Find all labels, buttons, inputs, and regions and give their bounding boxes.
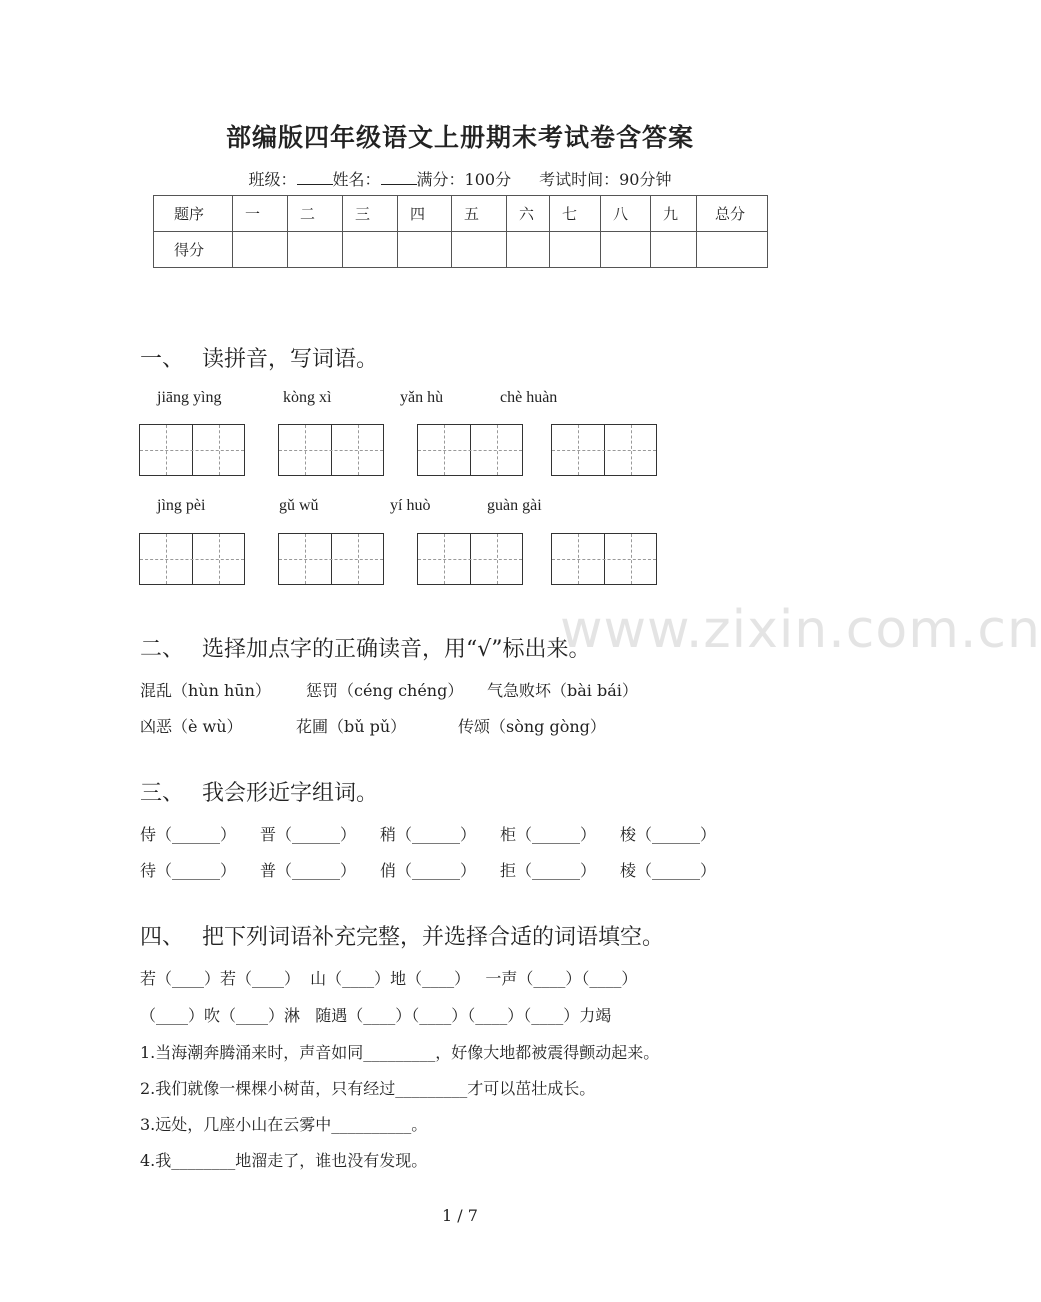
reading-choice[interactable]: 气急败坏（bài bái） bbox=[487, 681, 638, 700]
pinyin-label: kòng xì bbox=[283, 389, 332, 406]
fill-sentence[interactable]: 2.我们就像一棵棵小树苗，只有经过_________才可以茁壮成长。 bbox=[140, 1079, 596, 1098]
score-cell[interactable] bbox=[507, 232, 550, 268]
exam-info-line bbox=[0, 167, 920, 190]
reading-choice[interactable]: 花圃（bǔ pǔ） bbox=[296, 717, 407, 736]
score-cell[interactable] bbox=[601, 232, 651, 268]
score-cell[interactable] bbox=[452, 232, 507, 268]
reading-choice[interactable]: 混乱（hùn hūn） bbox=[140, 681, 271, 700]
name-blank bbox=[381, 170, 417, 185]
section-2-heading bbox=[140, 632, 591, 663]
pinyin-label: yǎn hù bbox=[400, 389, 444, 406]
table-cell: 七 bbox=[550, 196, 601, 232]
exam-title: 部编版四年级语文上册期末考试卷含答案 bbox=[225, 123, 694, 152]
writing-grid[interactable] bbox=[551, 533, 657, 585]
word-blank-item[interactable]: 俏（______） bbox=[380, 861, 477, 880]
fill-sentence[interactable]: 3.远处，几座小山在云雾中__________。 bbox=[140, 1115, 428, 1134]
writing-grid[interactable] bbox=[139, 424, 245, 476]
section-title: 读拼音，写词语。 bbox=[202, 347, 379, 372]
word-blank-item[interactable]: 拒（______） bbox=[500, 861, 597, 880]
idiom-fill-line[interactable]: 若（____）若（____） 山（____）地（____） 一声（____）（____） bbox=[140, 969, 638, 988]
section-title: 选择加点字的正确读音，用“√”标出来。 bbox=[202, 637, 591, 662]
table-cell: 三 bbox=[343, 196, 398, 232]
word-blank-item[interactable]: 晋（______） bbox=[260, 825, 357, 844]
table-cell: 得分 bbox=[154, 232, 233, 268]
writing-grid[interactable] bbox=[139, 533, 245, 585]
pinyin-label: jìng pèi bbox=[157, 497, 206, 514]
pinyin-label: yí huò bbox=[390, 497, 431, 514]
idiom-fill-line[interactable]: （____）吹（____）淋 随遇（____）（____）（____）（____）力竭 bbox=[140, 1006, 612, 1025]
score-cell[interactable] bbox=[288, 232, 343, 268]
section-1-heading bbox=[140, 342, 378, 373]
reading-choice[interactable]: 惩罚（céng chéng） bbox=[306, 681, 464, 700]
score-table-header-row bbox=[154, 196, 768, 232]
reading-choice[interactable]: 传颂（sòng gòng） bbox=[458, 717, 606, 736]
score-cell[interactable] bbox=[697, 232, 768, 268]
table-cell: 一 bbox=[233, 196, 288, 232]
word-blank-item[interactable]: 普（______） bbox=[260, 861, 357, 880]
score-cell[interactable] bbox=[233, 232, 288, 268]
fill-sentence[interactable]: 4.我________地溜走了，谁也没有发现。 bbox=[140, 1151, 428, 1170]
section-number: 三、 bbox=[140, 781, 185, 806]
class-label: 班级： bbox=[248, 170, 297, 189]
score-table-score-row bbox=[154, 232, 768, 268]
pinyin-label: gǔ wǔ bbox=[279, 497, 319, 514]
section-number: 四、 bbox=[140, 925, 185, 950]
section-number: 二、 bbox=[140, 637, 185, 662]
table-cell: 五 bbox=[452, 196, 507, 232]
score-cell[interactable] bbox=[550, 232, 601, 268]
table-cell: 二 bbox=[288, 196, 343, 232]
page-number: 1 / 7 bbox=[442, 1206, 478, 1225]
table-cell: 九 bbox=[651, 196, 697, 232]
pinyin-label: chè huàn bbox=[500, 389, 558, 406]
section-number: 一、 bbox=[140, 347, 185, 372]
fill-sentence[interactable]: 1.当海潮奔腾涌来时，声音如同_________，好像大地都被震得颤动起来。 bbox=[140, 1043, 660, 1062]
score-cell[interactable] bbox=[651, 232, 697, 268]
table-cell: 总分 bbox=[697, 196, 768, 232]
score-cell[interactable] bbox=[343, 232, 398, 268]
writing-grid[interactable] bbox=[551, 424, 657, 476]
score-table bbox=[153, 195, 768, 268]
word-blank-item[interactable]: 柜（______） bbox=[500, 825, 597, 844]
section-4-heading bbox=[140, 920, 664, 951]
watermark: www.zixin.com.cn bbox=[560, 600, 1041, 660]
word-blank-item[interactable]: 梭（______） bbox=[620, 825, 717, 844]
name-label: 姓名： bbox=[332, 170, 381, 189]
class-blank bbox=[297, 170, 333, 185]
writing-grid[interactable] bbox=[278, 533, 384, 585]
reading-choice[interactable]: 凶恶（è wù） bbox=[140, 717, 243, 736]
table-cell: 四 bbox=[398, 196, 452, 232]
word-blank-item[interactable]: 侍（______） bbox=[140, 825, 237, 844]
table-cell: 八 bbox=[601, 196, 651, 232]
exam-time-label: 考试时间：90分钟 bbox=[539, 170, 672, 189]
word-blank-item[interactable]: 稍（______） bbox=[380, 825, 477, 844]
full-score-label: 满分：100分 bbox=[416, 170, 512, 189]
writing-grid[interactable] bbox=[278, 424, 384, 476]
word-blank-item[interactable]: 棱（______） bbox=[620, 861, 717, 880]
pinyin-label: guàn gài bbox=[487, 497, 542, 514]
writing-grid[interactable] bbox=[417, 533, 523, 585]
section-title: 我会形近字组词。 bbox=[202, 781, 379, 806]
writing-grid[interactable] bbox=[417, 424, 523, 476]
section-3-heading bbox=[140, 776, 378, 807]
table-cell: 题序 bbox=[154, 196, 233, 232]
section-title: 把下列词语补充完整，并选择合适的词语填空。 bbox=[202, 925, 665, 950]
word-blank-item[interactable]: 待（______） bbox=[140, 861, 237, 880]
pinyin-label: jiāng yìng bbox=[157, 389, 222, 406]
table-cell: 六 bbox=[507, 196, 550, 232]
score-cell[interactable] bbox=[398, 232, 452, 268]
